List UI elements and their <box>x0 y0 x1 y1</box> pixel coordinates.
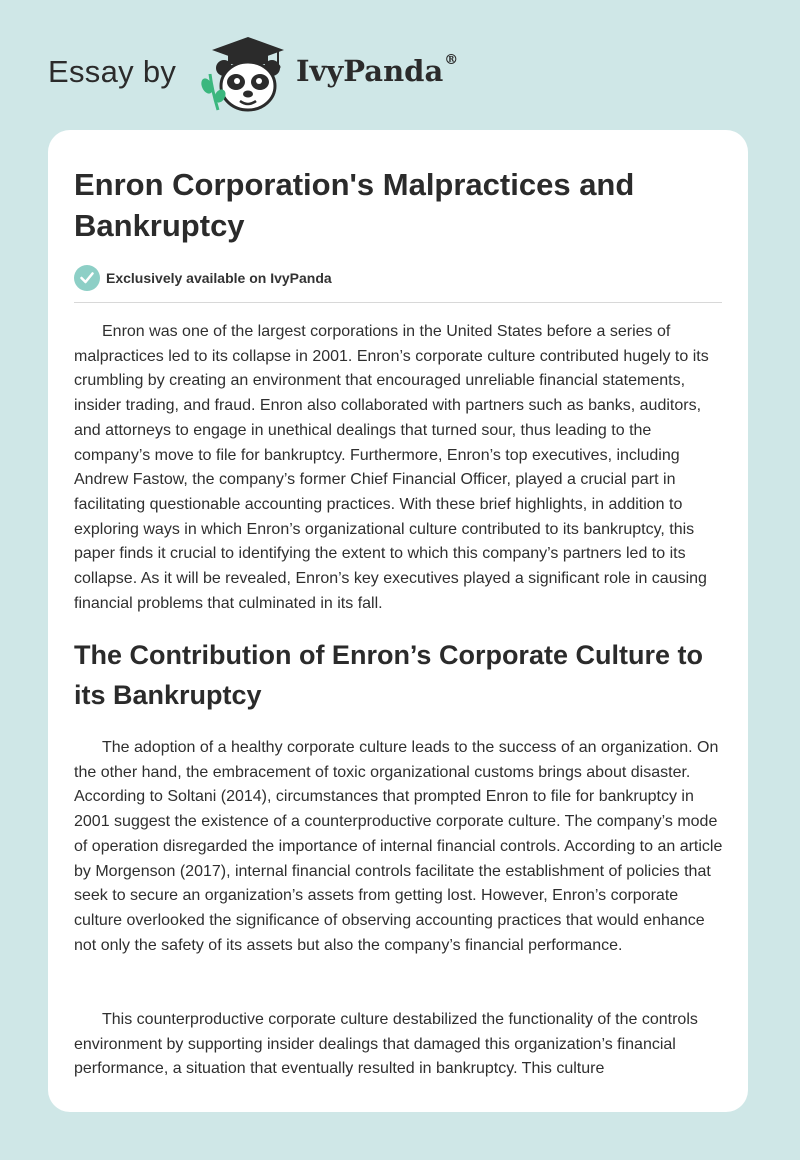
exclusive-badge <box>74 264 574 292</box>
intro-paragraph: Enron was one of the largest corporations in the United States before a series of malpractices led to its collapse in 2001. Enron’s corporate culture contributed hugely to its crumbling by creating an environment that encouraged unreliable financial statements, insider trading, and fraud. Enron also collaborated with partners such as banks, auditors, and attorneys to engage in unethical dealings that turned sour, thus leading to the company’s move to file for bankruptcy. Furthermore, Enron’s top executives, including Andrew Fastow, the company’s former Chief Financial Officer, played a crucial part in facilitating questionable accounting practices. With these brief highlights, in addition to exploring ways in which Enron’s organizational culture contributed to its bankruptcy, this paper finds it crucial to identifying the extent to which this company’s partners led to its collapse. As it will be revealed, Enron’s key executives played a significant role in causing financial problems that culminated in its fall. <box>74 323 709 612</box>
body-paragraph: The adoption of a healthy corporate culture leads to the success of an organization. On the other hand, the embracement of toxic organizational customs brings about disaster. According to Soltani (2014), circumstances that prompted Enron to file for bankruptcy in 2001 suggest the existence of a counterproductive corporate culture. The company’s mode of operation disregarded the importance of internal financial controls. According to an article by Morgenson (2017), internal financial controls facilitate the establishment of policies that seek to secure an organization’s assets from getting lost. However, Enron’s corporate culture overlooked the significance of observing accounting practices that would enhance not only the safety of its assets but also the company’s financial performance. <box>74 739 723 954</box>
brand-name[interactable]: IvyPanda® <box>296 52 459 88</box>
check-circle-icon <box>74 265 100 291</box>
divider <box>74 302 722 303</box>
essay-card <box>48 130 748 1112</box>
panda-logo-icon[interactable] <box>198 34 298 114</box>
body-paragraph: This counterproductive corporate culture destabilized the functionality of the controls environment by supporting insider dealings that damaged this organization’s financial performance, a situation that eventually resulted in bankruptcy. This culture <box>74 1011 698 1078</box>
site-header <box>48 34 568 114</box>
essay-by-label: Essay by <box>48 54 177 89</box>
essay-title: Enron Corporation's Malpractices and Bankruptcy <box>74 167 635 243</box>
section-heading: The Contribution of Enron’s Corporate Culture to its Bankruptcy <box>74 640 703 710</box>
exclusive-badge-text: Exclusively available on IvyPanda <box>106 270 332 286</box>
